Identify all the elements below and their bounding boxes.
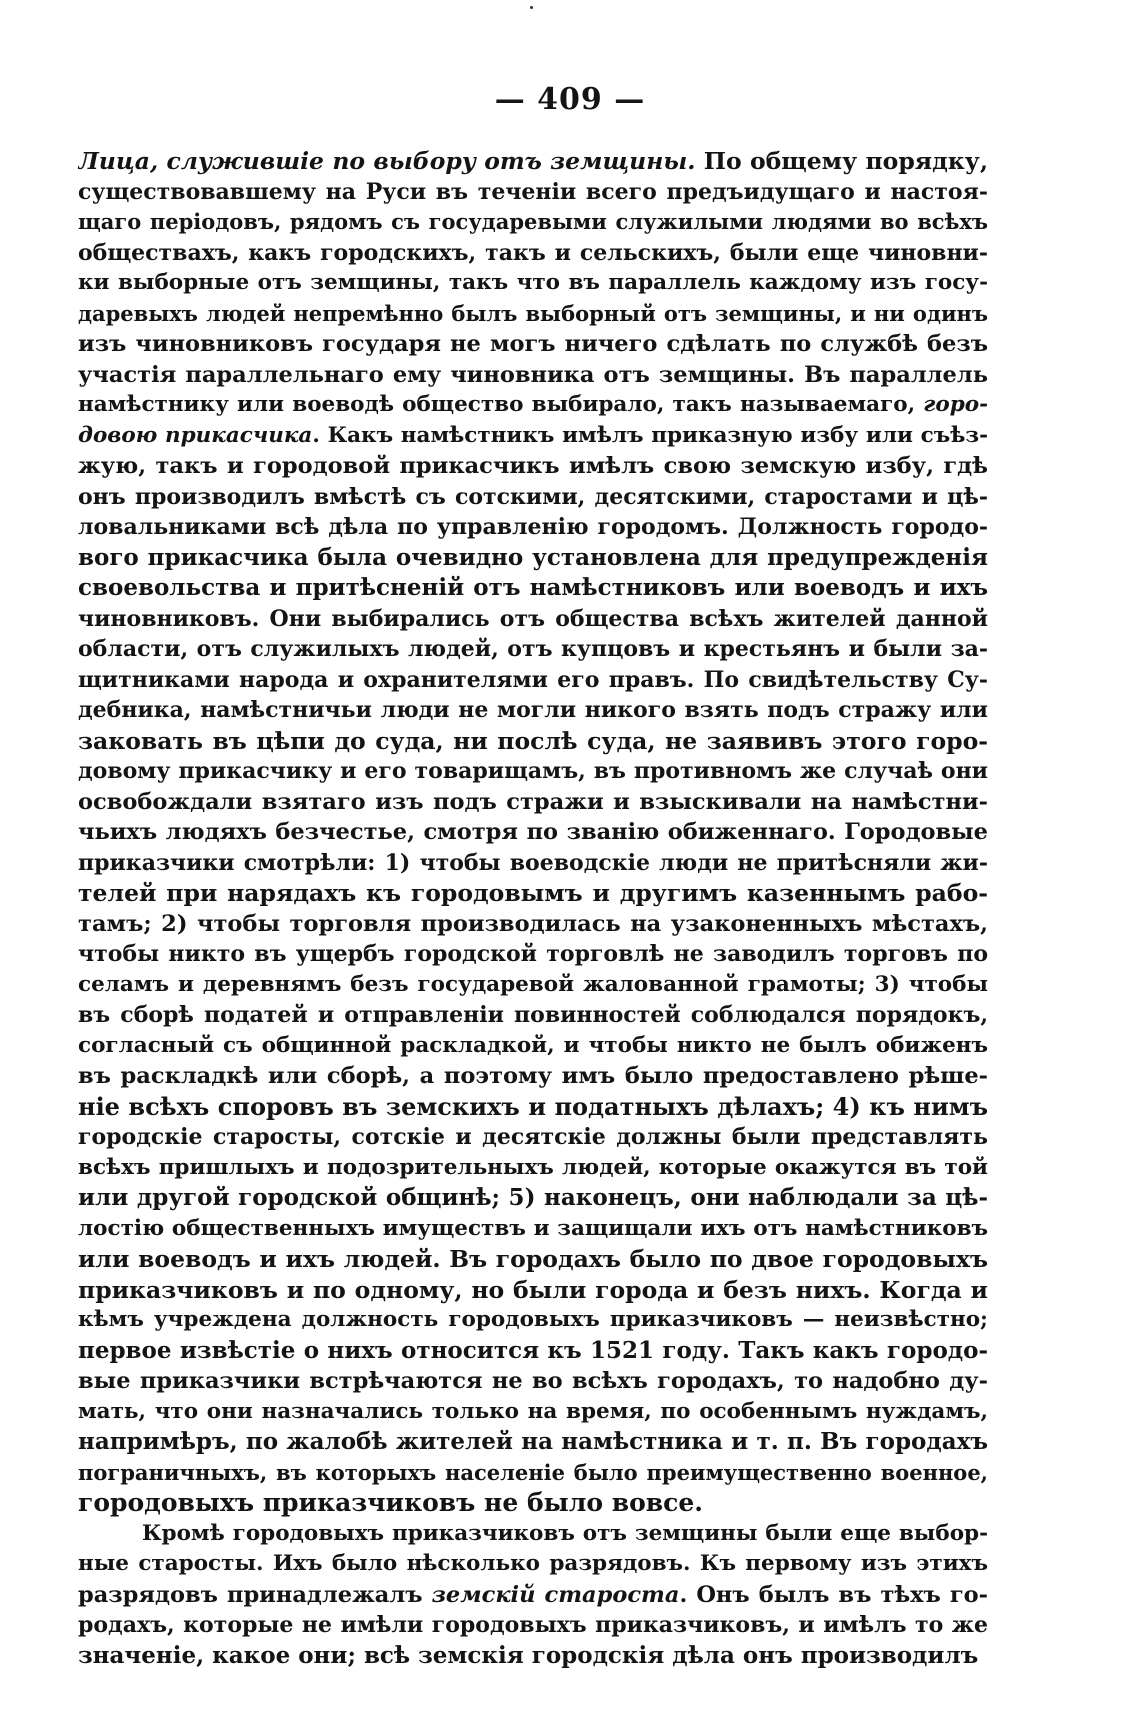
- text-run: кѣмъ учреждена должность городовыхъ приказчиковъ — неизвѣстно;: [78, 1307, 988, 1332]
- text-line: [78, 1427, 988, 1458]
- text-line: [78, 207, 988, 238]
- page-number: — 409 —: [494, 82, 646, 117]
- text-run: ніе всѣхъ споровъ въ земскихъ и податныхъ дѣлахъ; 4) къ нимъ: [78, 1091, 988, 1121]
- text-run: заковать въ цѣпи до суда, ни послѣ суда, не заявивъ этого горо-: [78, 726, 988, 755]
- text-line: [78, 451, 988, 482]
- print-speck: [530, 6, 533, 9]
- text-line: [78, 1549, 988, 1580]
- text-run: ки выборные отъ земщины, такъ что въ параллель каждому изъ госу-: [78, 270, 988, 295]
- text-run: щаго періодовъ, рядомъ съ государевыми служилыми людями во всѣхъ: [78, 209, 988, 234]
- text-run: приказчиковъ и по одному, но были города и безъ нихъ. Когда и: [78, 1275, 988, 1304]
- text-line: [78, 787, 988, 818]
- text-run: согласный съ общинной раскладкой, и чтобы никто не былъ обиженъ: [78, 1032, 988, 1058]
- text-run: Кромѣ городовыхъ приказчиковъ отъ земщины были еще выбор-: [142, 1520, 988, 1546]
- text-line: [78, 512, 988, 543]
- text-run: городовыхъ приказчиковъ не было вовсе.: [78, 1488, 703, 1517]
- text-line: [78, 1488, 988, 1519]
- text-run: области, отъ служилыхъ людей, отъ купцовъ и крестьянъ и были за-: [78, 636, 988, 662]
- text-run: всѣхъ пришлыхъ и подозрительныхъ людей, которые окажутся въ той: [78, 1154, 988, 1180]
- text-run: городскіе старосты, сотскіе и десятскіе должны были представлять: [78, 1124, 988, 1150]
- text-line: [78, 1397, 988, 1428]
- italic-phrase: земскій староста: [431, 1581, 680, 1608]
- text-run: своевольства и притѣсненій отъ намѣстниковъ или воеводъ и ихъ: [78, 574, 988, 601]
- italic-phrase: довою прикасчика: [78, 422, 313, 448]
- text-run: жую, такъ и городовой прикасчикъ имѣлъ свою земскую избу, гдѣ: [78, 453, 988, 479]
- text-run: . Онъ былъ въ тѣхъ го-: [679, 1581, 988, 1608]
- text-line: [78, 1214, 988, 1245]
- text-line: [78, 634, 988, 665]
- text-run: . Какъ намѣстникъ имѣлъ приказную избу или съѣз-: [312, 422, 988, 448]
- text-run: разрядовъ принадлежалъ: [78, 1581, 432, 1608]
- text-run: намѣстнику или воеводѣ общество выбирало, такъ называемаго,: [78, 392, 924, 417]
- text-run: въ сборѣ податей и отправленіи повинностей соблюдался порядокъ,: [78, 1002, 988, 1028]
- text-run: лостію общественныхъ имуществъ и защищали ихъ отъ намѣстниковъ: [78, 1215, 988, 1241]
- text-line: [78, 665, 988, 696]
- text-run: обществахъ, какъ городскихъ, такъ и сельскихъ, были еще чиновни-: [78, 239, 988, 266]
- text-run: изъ чиновниковъ государя не могъ ничего сдѣлать по службѣ безъ: [78, 331, 988, 357]
- text-line: [78, 238, 988, 269]
- text-line: [78, 360, 988, 391]
- text-line: [78, 1641, 988, 1672]
- text-run: мать, что они назначались только на время, по особеннымъ нуждамъ,: [78, 1398, 988, 1424]
- text-run: пограничныхъ, въ которыхъ населеніе было преимущественно военное,: [78, 1459, 988, 1485]
- text-run: или воеводъ и ихъ людей. Въ городахъ было по двое городовыхъ: [78, 1245, 988, 1273]
- text-run: дебника, намѣстничьи люди не могли никого взять подъ стражу или: [78, 697, 988, 723]
- text-run: первое извѣстіе о нихъ относится къ 1521 году. Такъ какъ городо-: [78, 1336, 988, 1364]
- text-line: [78, 299, 988, 330]
- text-run: существовавшему на Руси въ теченіи всего предъидущаго и настоя-: [78, 178, 988, 205]
- text-run: чьихъ людяхъ безчестье, смотря по званію обиженнаго. Городовые: [78, 819, 988, 845]
- text-line: [78, 1000, 988, 1031]
- text-run: селамъ и деревнямъ безъ государевой жалованной грамоты; 3) чтобы: [78, 971, 988, 997]
- text-run: даревыхъ людей непремѣнно былъ выборный отъ земщины, и ни одинъ: [78, 300, 988, 326]
- italic-phrase: Лица, служившіе по выбору отъ земщины.: [78, 147, 696, 175]
- text-line: [78, 1183, 988, 1214]
- text-line: [78, 1031, 988, 1062]
- text-line: [78, 543, 988, 574]
- text-line: [78, 604, 988, 635]
- text-run: напримѣръ, по жалобѣ жителей на намѣстника и т. п. Въ городахъ: [78, 1428, 988, 1455]
- text-line: [78, 817, 988, 848]
- text-line: [78, 268, 988, 299]
- text-run: освобождали взятаго изъ подъ стражи и взыскивали на намѣстни-: [78, 788, 988, 815]
- text-run: вые приказчики встрѣчаются не во всѣхъ городахъ, то надобно ду-: [78, 1368, 988, 1394]
- text-run: участія параллельнаго ему чиновника отъ земщины. Въ параллель: [78, 361, 988, 388]
- text-run: родахъ, которые не имѣли городовыхъ приказчиковъ, и имѣлъ то же: [78, 1612, 988, 1638]
- text-line: [78, 1092, 988, 1123]
- text-run: ловальниками всѣ дѣла по управленію городомъ. Должность городо-: [78, 514, 988, 540]
- text-line: [78, 1275, 988, 1306]
- text-line: [78, 1244, 988, 1275]
- text-line: [78, 1061, 988, 1092]
- text-line: [78, 970, 988, 1001]
- text-line: [78, 329, 988, 360]
- text-line: [78, 1153, 988, 1184]
- text-run: или другой городской общинѣ; 5) наконецъ, они наблюдали за цѣ-: [78, 1184, 988, 1211]
- text-run: значеніе, какое они; всѣ земскія городскія дѣла онъ производилъ: [78, 1641, 979, 1669]
- italic-phrase: горо-: [923, 392, 988, 417]
- text-run: чтобы никто въ ущербъ городской торговлѣ не заводилъ торговъ по: [78, 941, 988, 967]
- text-run: онъ производилъ вмѣстѣ съ сотскими, десятскими, старостами и цѣ-: [78, 483, 988, 510]
- text-line: [78, 421, 988, 452]
- text-run: щитниками народа и охранителями его правъ. По свидѣтельству Су-: [78, 666, 988, 693]
- text-line: [78, 177, 988, 208]
- text-line: [78, 909, 988, 940]
- text-run: въ раскладкѣ или сборѣ, а поэтому имъ было предоставлено рѣше-: [78, 1063, 988, 1089]
- text-line: [78, 482, 988, 513]
- body-text: [78, 146, 988, 1671]
- text-line: [78, 1122, 988, 1153]
- text-run: По общему порядку,: [695, 147, 988, 175]
- text-line: [78, 848, 988, 879]
- text-line: [78, 1519, 988, 1550]
- text-line: [78, 695, 988, 726]
- text-run: вого прикасчика была очевидно установлена для предупрежденія: [78, 543, 988, 571]
- text-line: [78, 726, 988, 757]
- text-line: [78, 146, 988, 177]
- text-run: тамъ; 2) чтобы торговля производилась на узаконенныхъ мѣстахъ,: [78, 910, 988, 937]
- text-run: приказчики смотрѣли: 1) чтобы воеводскіе люди не притѣсняли жи-: [78, 849, 988, 876]
- text-line: [78, 1305, 988, 1336]
- text-run: довому прикасчику и его товарищамъ, въ противномъ же случаѣ они: [78, 758, 988, 784]
- text-run: ные старосты. Ихъ было нѣсколько разрядовъ. Къ первому изъ этихъ: [78, 1551, 988, 1576]
- text-line: [78, 390, 988, 421]
- text-line: [78, 939, 988, 970]
- text-line: [78, 1336, 988, 1367]
- text-line: [78, 878, 988, 909]
- text-line: [78, 1458, 988, 1489]
- text-line: [78, 1610, 988, 1641]
- text-run: чиновниковъ. Они выбирались отъ общества всѣхъ жителей данной: [78, 605, 988, 632]
- text-line: [78, 573, 988, 604]
- text-line: [78, 1366, 988, 1397]
- text-line: [78, 1580, 988, 1611]
- text-line: [78, 756, 988, 787]
- text-run: телей при нарядахъ къ городовымъ и другимъ казеннымъ рабо-: [78, 879, 988, 907]
